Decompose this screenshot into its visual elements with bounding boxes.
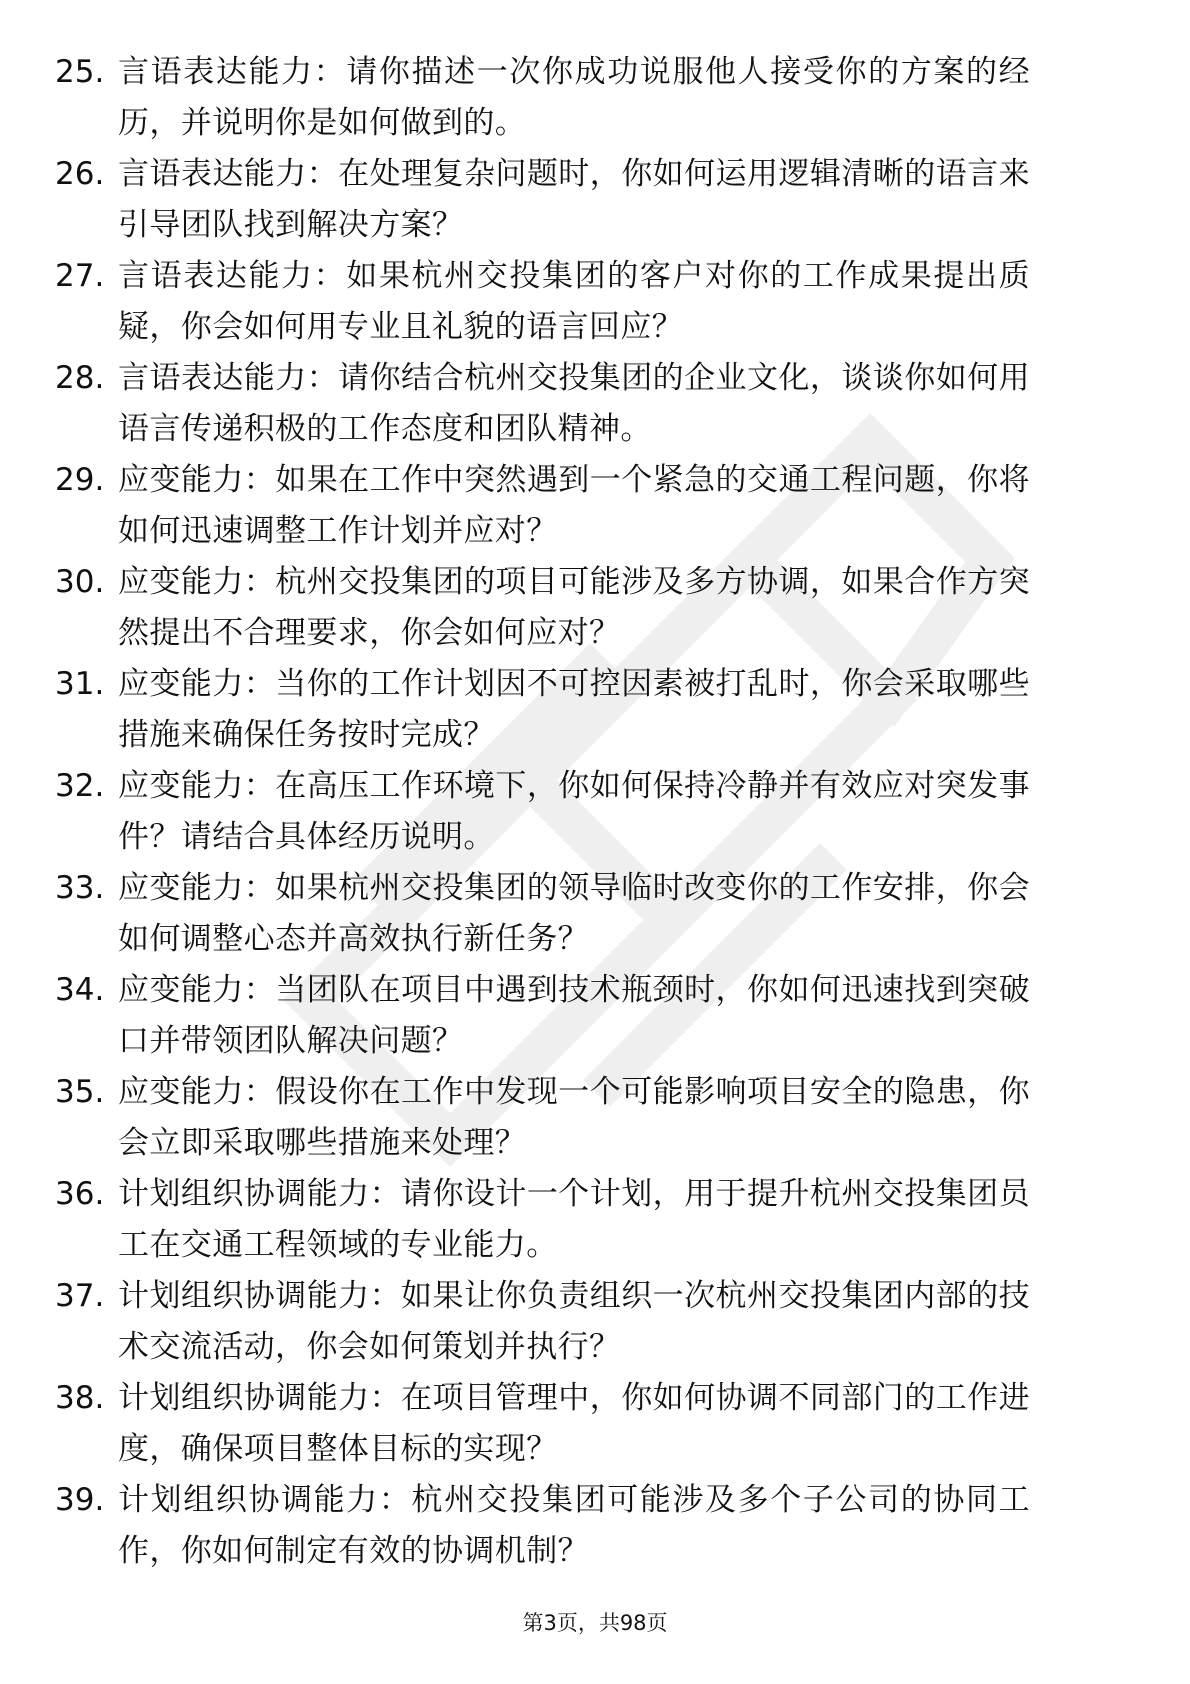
question-number: 28. [55, 360, 105, 396]
question-number: 30. [55, 564, 105, 600]
question-text: 言语表达能力：在处理复杂问题时，你如何运用逻辑清晰的语言来引导团队找到解决方案？ [118, 156, 1030, 243]
question-item [0, 761, 1190, 863]
question-number: 33. [55, 870, 105, 906]
question-number: 36. [55, 1176, 105, 1212]
question-item [0, 149, 1190, 251]
question-text: 应变能力：如果在工作中突然遇到一个紧急的交通工程问题，你将如何迅速调整工作计划并应对？ [118, 462, 1030, 549]
question-item [0, 1271, 1190, 1373]
question-list [0, 47, 1190, 1577]
question-item [0, 1169, 1190, 1271]
question-text: 应变能力：假设你在工作中发现一个可能影响项目安全的隐患，你会立即采取哪些措施来处理？ [118, 1074, 1030, 1161]
question-number: 26. [55, 156, 105, 192]
question-item [0, 1067, 1190, 1169]
question-number: 37. [55, 1278, 105, 1314]
question-number: 27. [55, 258, 105, 294]
page-footer [0, 1608, 1190, 1638]
page-number-label: 第3页，共98页 [522, 1611, 668, 1635]
question-item [0, 455, 1190, 557]
question-number: 38. [55, 1380, 105, 1416]
question-text: 应变能力：杭州交投集团的项目可能涉及多方协调，如果合作方突然提出不合理要求，你会如何应对？ [118, 564, 1030, 651]
question-text: 言语表达能力：请你结合杭州交投集团的企业文化，谈谈你如何用语言传递积极的工作态度和团队精神。 [118, 360, 1030, 447]
question-item [0, 1475, 1190, 1577]
question-item [0, 353, 1190, 455]
question-number: 25. [55, 54, 105, 90]
question-item [0, 863, 1190, 965]
question-item [0, 965, 1190, 1067]
question-number: 32. [55, 768, 105, 804]
question-text: 应变能力：在高压工作环境下，你如何保持冷静并有效应对突发事件？请结合具体经历说明。 [118, 768, 1030, 855]
question-item [0, 1373, 1190, 1475]
question-text: 计划组织协调能力：请你设计一个计划，用于提升杭州交投集团员工在交通工程领域的专业能力。 [118, 1176, 1030, 1263]
question-text: 应变能力：当你的工作计划因不可控因素被打乱时，你会采取哪些措施来确保任务按时完成？ [118, 666, 1030, 753]
question-text: 计划组织协调能力：在项目管理中，你如何协调不同部门的工作进度，确保项目整体目标的实现？ [118, 1380, 1030, 1467]
question-item [0, 659, 1190, 761]
question-number: 35. [55, 1074, 105, 1110]
question-text: 应变能力：当团队在项目中遇到技术瓶颈时，你如何迅速找到突破口并带领团队解决问题？ [118, 972, 1030, 1059]
question-number: 29. [55, 462, 105, 498]
question-number: 31. [55, 666, 105, 702]
question-text: 计划组织协调能力：杭州交投集团可能涉及多个子公司的协同工作，你如何制定有效的协调机制？ [118, 1482, 1030, 1569]
question-text: 言语表达能力：请你描述一次你成功说服他人接受你的方案的经历，并说明你是如何做到的。 [118, 54, 1030, 141]
question-item [0, 47, 1190, 149]
question-number: 39. [55, 1482, 105, 1518]
question-text: 计划组织协调能力：如果让你负责组织一次杭州交投集团内部的技术交流活动，你会如何策划并执行？ [118, 1278, 1030, 1365]
question-item [0, 251, 1190, 353]
question-item [0, 557, 1190, 659]
question-number: 34. [55, 972, 105, 1008]
question-text: 言语表达能力：如果杭州交投集团的客户对你的工作成果提出质疑，你会如何用专业且礼貌的语言回应？ [118, 258, 1030, 345]
question-text: 应变能力：如果杭州交投集团的领导临时改变你的工作安排，你会如何调整心态并高效执行新任务？ [118, 870, 1030, 957]
